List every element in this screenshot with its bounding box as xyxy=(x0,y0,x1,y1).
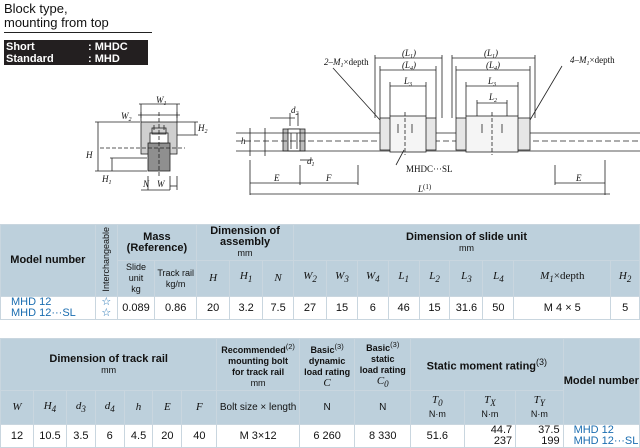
header-TX: $T_X$ N·m xyxy=(464,391,516,425)
label-l4-left: $(L_4)$ xyxy=(402,60,417,72)
cell-N: 7.5 xyxy=(263,297,294,320)
header-recommended-bolt: Recommended$^{(2)}$ mounting bolt for track rail mm xyxy=(217,339,299,391)
header-track-E: E xyxy=(153,391,182,425)
row-interchangeable: ☆ ☆ xyxy=(95,297,117,320)
label-H: H xyxy=(86,150,93,160)
header-static-moment: Static moment rating$^{(3)}$ xyxy=(411,339,564,391)
slide-block-right xyxy=(456,112,530,155)
header-L1: $L_1$ xyxy=(388,261,419,297)
cell-H2: 5 xyxy=(611,297,640,320)
header-mass: Mass (Reference) xyxy=(117,225,196,261)
cell-rail-mass: 0.86 xyxy=(155,297,197,320)
cell-slide-mass: 0.089 xyxy=(117,297,154,320)
cell-M1: M 4 × 5 xyxy=(514,297,611,320)
cell-bolt: M 3×12 xyxy=(217,425,299,448)
cell-H: 20 xyxy=(197,297,230,320)
header-L4: $L_4$ xyxy=(483,261,514,297)
cell-track-d4: 6 xyxy=(95,425,124,448)
label-4m1: $4-M_1\times depth$ xyxy=(570,55,615,67)
header-slide-unit-mass: Slide unit kg xyxy=(117,261,154,297)
label-L: $L^{(1)}$ xyxy=(418,183,432,194)
label-H2: $H_2$ xyxy=(198,123,208,135)
cell-TY: 37.5 199 xyxy=(516,425,563,448)
cell-track-h: 4.5 xyxy=(124,425,153,448)
header-static-unit: N xyxy=(355,391,411,425)
type-standard-code: : MHD xyxy=(88,53,120,65)
header-track-h: h xyxy=(124,391,153,425)
header-track-H4: $H_4$ xyxy=(33,391,66,425)
header-W2: $W_2$ xyxy=(294,261,327,297)
label-short: MHDC···SL xyxy=(406,164,453,174)
label-E-right: E xyxy=(576,173,582,183)
type-short-code: : MHDC xyxy=(88,41,128,53)
title-rule xyxy=(4,32,152,33)
table-track-rail xyxy=(0,338,640,448)
label-2m1: $2-M_1\times depth$ xyxy=(324,57,369,69)
label-W1: $W_1$ xyxy=(156,95,167,107)
cell-C0: 8 330 xyxy=(355,425,411,448)
cross-section-view xyxy=(95,104,198,190)
header-dim-track: Dimension of track rail mm xyxy=(1,339,217,391)
header-dim-assembly: Dimension of assembly mm xyxy=(197,225,294,261)
row-model: MHD 12 MHD 12···SL xyxy=(1,297,96,320)
title-line-2: mounting from top xyxy=(4,15,109,30)
label-h: h xyxy=(241,136,246,146)
header-TY: $T_Y$ N·m xyxy=(516,391,563,425)
label-F: F xyxy=(326,173,332,183)
cell-track-F: 40 xyxy=(182,425,217,448)
rail-section-view xyxy=(236,113,640,160)
header-track-d3: $d_3$ xyxy=(66,391,95,425)
cell-C: 6 260 xyxy=(299,425,355,448)
header-dim-slide: Dimension of slide unit mm xyxy=(294,225,640,261)
label-H1: $H_1$ xyxy=(102,174,112,186)
label-l3-left: $L_3$ xyxy=(404,76,413,88)
title-line-1: Block type, xyxy=(4,1,68,16)
header-model-number: Model number xyxy=(1,225,96,297)
label-N: N xyxy=(143,179,150,189)
type-short-label: Short xyxy=(6,41,35,53)
cell-W2: 27 xyxy=(294,297,327,320)
page-title xyxy=(4,2,109,30)
header-basic-dynamic: Basic$^{(3)}$ dynamic load rating C xyxy=(299,339,355,391)
header-bolt-size: Bolt size × length xyxy=(217,391,299,425)
label-l1-left: $(L_1)$ xyxy=(402,48,417,60)
technical-drawing xyxy=(0,35,640,220)
cell-W3: 15 xyxy=(327,297,358,320)
label-d1: $d_1$ xyxy=(307,156,315,168)
cell-L4: 50 xyxy=(483,297,514,320)
cell-L1: 46 xyxy=(388,297,419,320)
row-model-2: MHD 12 MHD 12···SL xyxy=(563,425,639,448)
header-H1: $H_1$ xyxy=(230,261,263,297)
table-slide-unit xyxy=(0,224,640,320)
cell-track-W: 12 xyxy=(1,425,34,448)
slide-block-left xyxy=(380,112,436,155)
cell-L2: 15 xyxy=(419,297,450,320)
header-track-rail-mass: Track rail kg/m xyxy=(155,261,197,297)
header-interchangeable: Interchangeable xyxy=(95,225,117,297)
label-l1-right: $(L_1)$ xyxy=(484,48,499,60)
cell-track-E: 20 xyxy=(153,425,182,448)
cell-L3: 31.6 xyxy=(450,297,483,320)
header-H: H xyxy=(197,261,230,297)
label-E-left: E xyxy=(274,173,280,183)
header-N: N xyxy=(263,261,294,297)
header-basic-static: Basic$^{(3)}$ static load rating $C_0$ xyxy=(355,339,411,391)
label-l3-right: $L_3$ xyxy=(488,76,497,88)
header-dynamic-unit: N xyxy=(299,391,355,425)
label-W: W xyxy=(157,179,165,189)
label-d2: $d_2$ xyxy=(291,105,299,117)
header-track-d4: $d_4$ xyxy=(95,391,124,425)
cell-T0: 51.6 xyxy=(411,425,465,448)
cell-track-d3: 3.5 xyxy=(66,425,95,448)
label-l4-right: $(L_4)$ xyxy=(486,60,501,72)
label-W2: $W_2$ xyxy=(121,111,132,123)
header-H2: $H_2$ xyxy=(611,261,640,297)
cell-W4: 6 xyxy=(357,297,388,320)
cell-TX: 44.7 237 xyxy=(464,425,516,448)
cell-track-H4: 10.5 xyxy=(33,425,66,448)
header-track-W: W xyxy=(1,391,34,425)
header-model-number-2: Model number xyxy=(563,339,639,425)
header-track-F: F xyxy=(182,391,217,425)
header-L3: $L_3$ xyxy=(450,261,483,297)
label-l2: $L_2$ xyxy=(489,92,498,104)
header-L2: $L_2$ xyxy=(419,261,450,297)
cell-H1: 3.2 xyxy=(230,297,263,320)
type-standard-label: Standard xyxy=(6,53,54,65)
header-W4: $W_4$ xyxy=(357,261,388,297)
header-T0: $T_0$ N·m xyxy=(411,391,465,425)
header-W3: $W_3$ xyxy=(327,261,358,297)
header-M1-depth: $M_1\times depth$ xyxy=(514,261,611,297)
